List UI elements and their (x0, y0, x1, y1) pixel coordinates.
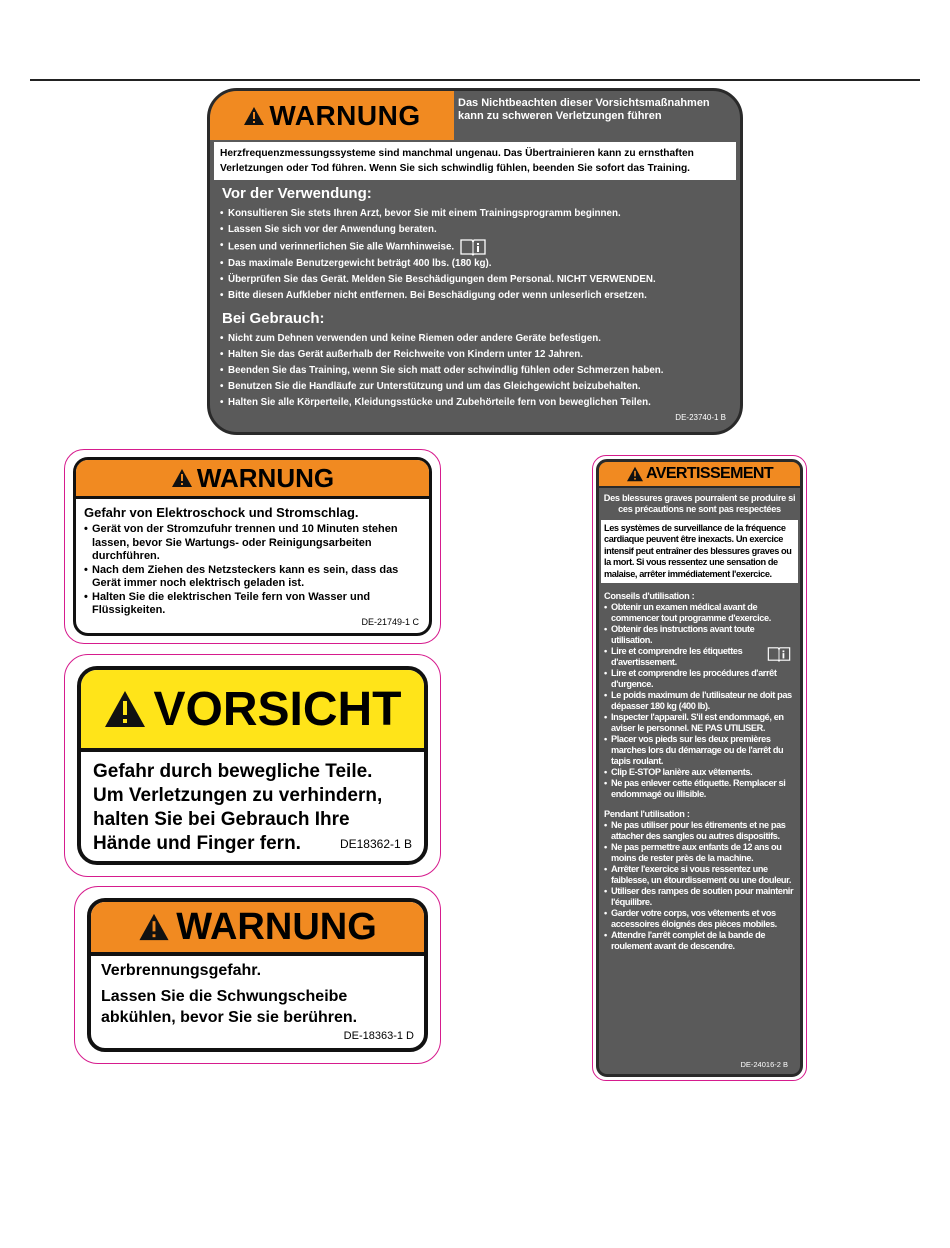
signal-word-panel (91, 902, 424, 956)
warning-label-electric-shock (64, 449, 441, 644)
signal-word-panel (81, 670, 424, 752)
during-use-list (220, 331, 730, 411)
label-part-code: DE-23740-1 B (675, 413, 726, 422)
label-part-code: DE-21749-1 C (361, 617, 419, 627)
text-line: halten Sie bei Gebrauch Ihre (93, 809, 350, 830)
list-item: • Garder votre corps, vos vêtements et vos accessoires éloignés des pièces mobiles. (604, 908, 796, 930)
signal-word: AVERTISSEMENT (645, 465, 774, 482)
instructions-list (84, 523, 421, 618)
warning-triangle-icon (138, 912, 170, 942)
list-item: • Das maximale Benutzergewicht beträgt 400 lbs. (180 kg). (220, 256, 730, 272)
list-item-text: Lesen und verinnerlichen Sie alle Warnhinweise. (228, 241, 455, 253)
during-use-list (604, 820, 796, 952)
list-item: • Halten Sie alle Körperteile, Kleidungsstücke und Zubehörteile fern von beweglichen Teilen. (220, 395, 730, 411)
list-item: • Nach dem Ziehen des Netzsteckers kann es sein, dass das Gerät immer noch elektrisch geladen ist. (84, 564, 421, 591)
warning-label-burn-hazard (74, 886, 441, 1064)
text-line: Lassen Sie die Schwungscheibe (101, 988, 348, 1005)
usage-tips-list (604, 602, 796, 800)
list-item: • Bitte diesen Aufkleber nicht entfernen. Bei Beschädigung oder wenn unleserlich ersetzen. (220, 288, 730, 304)
caution-label-moving-parts (64, 654, 441, 877)
list-item: • Placer vos pieds sur les deux premières marches lors du démarrage ou de l'arrêt du tapis roulant. (604, 734, 796, 767)
list-item: • Nicht zum Dehnen verwenden und keine Riemen oder andere Geräte befestigen. (220, 331, 730, 347)
list-item: • Gerät von der Stromzufuhr trennen und 10 Minuten stehen lassen, bevor Sie Wartungs- oder Reinigungsarbeiten durchführen. (84, 523, 421, 564)
read-manual-icon (460, 238, 486, 256)
before-use-list (220, 206, 730, 304)
list-item: • Lire et comprendre les procédures d'arrêt d'urgence. (604, 668, 796, 690)
list-item: • Attendre l'arrêt complet de la bande de roulement avant de descendre. (604, 930, 796, 952)
warning-triangle-icon (626, 466, 644, 482)
label-part-code: DE-24016-2 B (740, 1060, 788, 1069)
label-header (210, 91, 740, 140)
signal-word: VORSICHT (153, 682, 402, 736)
warning-triangle-icon (243, 106, 265, 126)
avertissement-label-french (592, 455, 807, 1081)
list-item: • Benutzen Sie die Handläufe zur Unterstützung und um das Gleichgewicht beizubehalten. (220, 379, 730, 395)
label-inner (73, 457, 432, 636)
text-line: Gefahr durch bewegliche Teile. (93, 761, 373, 782)
list-item: • Clip E-STOP lanière aux vêtements. (604, 767, 796, 778)
list-item: • Lassen Sie sich vor der Anwendung beraten. (220, 222, 730, 238)
list-item: • Le poids maximum de l'utilisateur ne doit pas dépasser 180 kg (400 lb). (604, 690, 796, 712)
label-inner (77, 666, 428, 865)
list-item: • Arrêter l'exercice si vous ressentez une faiblesse, un étourdissement ou une douleur. (604, 864, 796, 886)
list-item-text: Lire et comprendre les étiquettes d'avertissement. (611, 646, 743, 668)
instructions-body (220, 185, 730, 411)
list-item: • Ne pas utiliser pour les étirements et ne pas attacher des sangles ou autres dispositifs. (604, 820, 796, 842)
read-manual-icon (766, 646, 792, 662)
signal-word-panel (210, 91, 454, 140)
label-inner (596, 459, 803, 1077)
page-top-rule (30, 79, 920, 81)
hazard-title: Gefahr von Elektroschock und Stromschlag. (84, 505, 359, 520)
list-item: • Ne pas permettre aux enfants de 12 ans ou moins de rester près de la machine. (604, 842, 796, 864)
text-line: Hände und Finger fern. (93, 833, 301, 854)
list-item: • Obtenir un examen médical avant de commencer tout programme d'exercice. (604, 602, 796, 624)
hazard-title: Verbrennungsgefahr. (101, 962, 262, 979)
label-inner (87, 898, 428, 1052)
list-item: • Konsultieren Sie stets Ihren Arzt, bevor Sie mit einem Trainingsprogramm beginnen. (220, 206, 730, 222)
text-line: abkühlen, bevor Sie sie berühren. (101, 1009, 358, 1026)
text-line: Um Verletzungen zu verhindern, (93, 785, 383, 806)
risk-statement: Des blessures graves pourraient se produire si ces précautions ne sont pas respectées (603, 493, 796, 514)
instructions-body (599, 583, 800, 952)
section-title-during-use: Bei Gebrauch: (222, 310, 325, 327)
list-item: • Überprüfen Sie das Gerät. Melden Sie Beschädigungen dem Personal. NICHT VERWENDEN. (220, 272, 730, 288)
signal-word: WARNUNG (176, 905, 377, 948)
warning-triangle-icon (171, 468, 193, 488)
signal-word-panel (76, 460, 429, 499)
list-item (220, 238, 730, 256)
label-body (91, 956, 424, 1028)
list-item: • Utiliser des rampes de soutien pour maintenir l'équilibre. (604, 886, 796, 908)
list-item: • Halten Sie das Gerät außerhalb der Reichweite von Kindern unter 12 Jahren. (220, 347, 730, 363)
list-item: • Inspecter l'appareil. S'il est endommagé, en aviser le personnel. NE PAS UTILISER. (604, 712, 796, 734)
label-part-code: DE18362-1 B (339, 837, 412, 851)
warning-triangle-icon (103, 689, 147, 729)
signal-word-panel (599, 462, 800, 488)
warning-label-heart-rate (207, 88, 743, 435)
label-body (76, 499, 429, 618)
list-item: • Halten Sie die elektrischen Teile fern von Wasser und Flüssigkeiten. (84, 591, 421, 618)
hazard-statement: Herzfrequenzmessungssysteme sind manchmal ungenau. Das Übertrainieren kann zu ernsthaften Verletzungen oder Tod führen. Wenn Sie sich schwindlig fühlen, beenden Sie sofort das Training. (214, 142, 736, 180)
list-item: • Obtenir des instructions avant toute utilisation. (604, 624, 796, 646)
section-title-before-use: Vor der Verwendung: (222, 185, 372, 202)
section-title-during-use: Pendant l'utilisation : (604, 809, 690, 820)
list-item: • Beenden Sie das Training, wenn Sie sich matt oder schwindlig fühlen oder Schmerzen haben. (220, 363, 730, 379)
risk-statement: Das Nichtbeachten dieser Vorsichtsmaßnahmen kann zu schweren Verletzungen führen (458, 97, 710, 122)
section-title-usage-tips: Conseils d'utilisation : (604, 591, 695, 602)
list-item: • Ne pas enlever cette étiquette. Remplacer si endommagé ou illisible. (604, 778, 796, 800)
list-item (604, 646, 796, 668)
signal-word: WARNUNG (196, 462, 335, 493)
signal-word: WARNUNG (269, 99, 421, 131)
hazard-statement: Les systèmes de surveillance de la fréquence cardiaque peuvent être inexacts. Un exercice intensif peut entraîner des blessures graves ou la mort. Si vous ressentez une sensation de malaise, arrêter immédiatement l'exercice. (601, 520, 798, 583)
label-part-code: DE-18363-1 D (343, 1030, 414, 1042)
